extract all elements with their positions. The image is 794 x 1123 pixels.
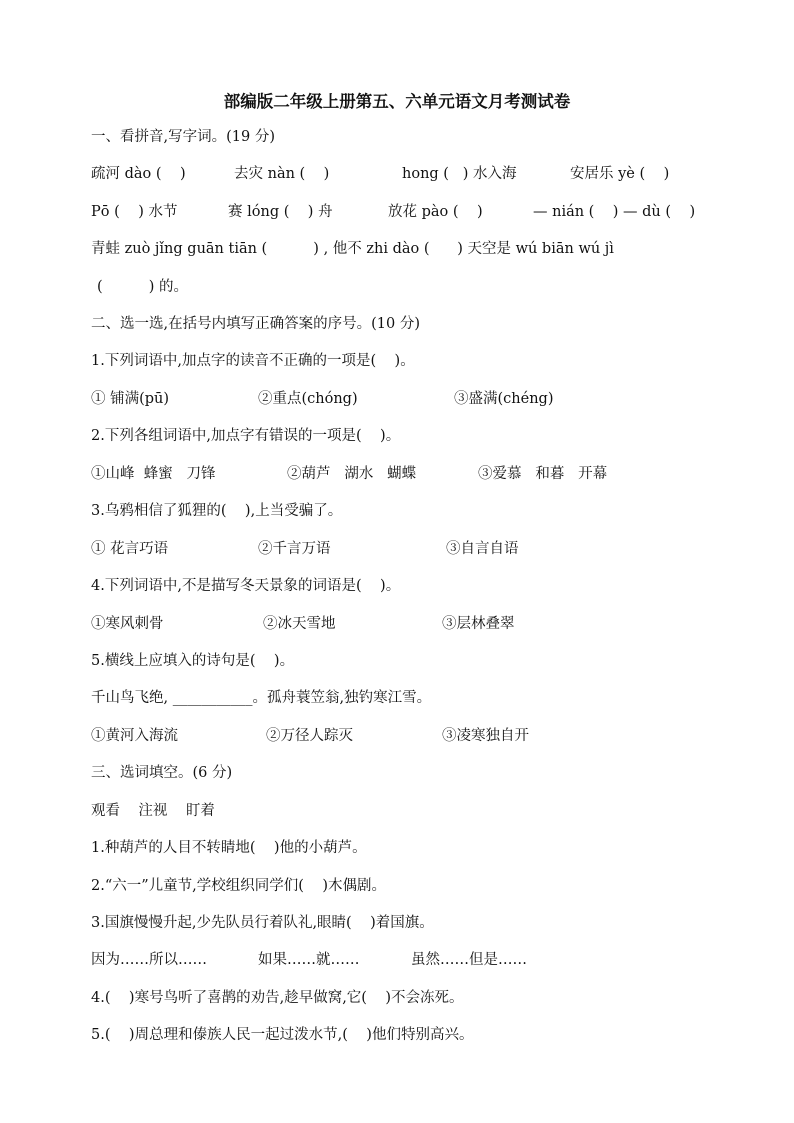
option: ①黄河入海流 (91, 728, 178, 744)
option: ③爱慕 和暮 开幕 (478, 466, 608, 482)
section3-heading: 三、选词填空。(6 分) (91, 765, 233, 781)
word-bank-item: 虽然……但是…… (411, 952, 527, 968)
pinyin-item: 赛 lóng ( ) 舟 (228, 204, 333, 220)
sentence-3: 3.国旗慢慢升起,少先队员行着队礼,眼睛( )着国旗。 (91, 915, 434, 931)
option: ①山峰 蜂蜜 刀锋 (91, 466, 216, 482)
pinyin-item: 去灾 nàn ( ) (234, 166, 330, 182)
option: ③自言自语 (446, 541, 519, 557)
pinyin-item: 放花 pào ( ) (388, 204, 483, 220)
option: ③盛满(chéng) (454, 391, 554, 407)
poem-line: 千山鸟飞绝, ___________。孤舟蓑笠翁,独钓寒江雪。 (91, 690, 432, 706)
question-2: 2.下列各组词语中,加点字有错误的一项是( )。 (91, 428, 401, 444)
page-title: 部编版二年级上册第五、六单元语文月考测试卷 (223, 92, 571, 111)
section2-heading: 二、选一选,在括号内填写正确答案的序号。(10 分) (91, 316, 420, 332)
pinyin-item: hong ( ) 水入海 (402, 166, 517, 182)
option: ②万径人踪灭 (266, 728, 353, 744)
option: ① 铺满(pū) (91, 391, 170, 407)
question-1: 1.下列词语中,加点字的读音不正确的一项是( )。 (91, 353, 415, 369)
word-bank-item: 因为……所以…… (91, 952, 207, 968)
pinyin-item: 疏河 dào ( ) (91, 166, 186, 182)
option: ①寒风刺骨 (91, 616, 164, 632)
sentence-5: 5.( )周总理和傣族人民一起过泼水节,( )他们特别高兴。 (91, 1027, 474, 1043)
question-3: 3.乌鸦相信了狐狸的( ),上当受骗了。 (91, 503, 343, 519)
sentence-4: 4.( )寒号鸟听了喜鹊的劝告,趁早做窝,它( )不会冻死。 (91, 990, 464, 1006)
pinyin-sentence-end: ( ) 的。 (97, 279, 189, 295)
option: ②千言万语 (258, 541, 331, 557)
word-bank-item: 如果……就…… (258, 952, 360, 968)
sentence-2: 2.“六一”儿童节,学校组织同学们( )木偶剧。 (91, 878, 387, 894)
question-4: 4.下列词语中,不是描写冬天景象的词语是( )。 (91, 578, 401, 594)
option: ③层林叠翠 (442, 616, 515, 632)
question-5: 5.横线上应填入的诗句是( )。 (91, 653, 295, 669)
option: ②重点(chóng) (258, 391, 358, 407)
pinyin-item: Pō ( ) 水节 (91, 204, 178, 220)
sentence-1: 1.种葫芦的人目不转睛地( )他的小葫芦。 (91, 840, 367, 856)
option: ②葫芦 湖水 蝴蝶 (287, 466, 417, 482)
option: ②冰天雪地 (263, 616, 336, 632)
option: ③凌寒独自开 (442, 728, 529, 744)
option: ① 花言巧语 (91, 541, 169, 557)
pinyin-sentence: 青蛙 zuò jǐng guān tiān ( ) , 他不 zhi dào ( ) 天空是 wú biān wú jì (91, 241, 614, 257)
pinyin-item: — nián ( ) — dù ( ) (533, 204, 696, 220)
word-bank: 观看 注视 盯着 (91, 803, 215, 819)
section1-heading: 一、看拼音,写字词。(19 分) (91, 129, 275, 145)
pinyin-item: 安居乐 yè ( ) (570, 166, 670, 182)
